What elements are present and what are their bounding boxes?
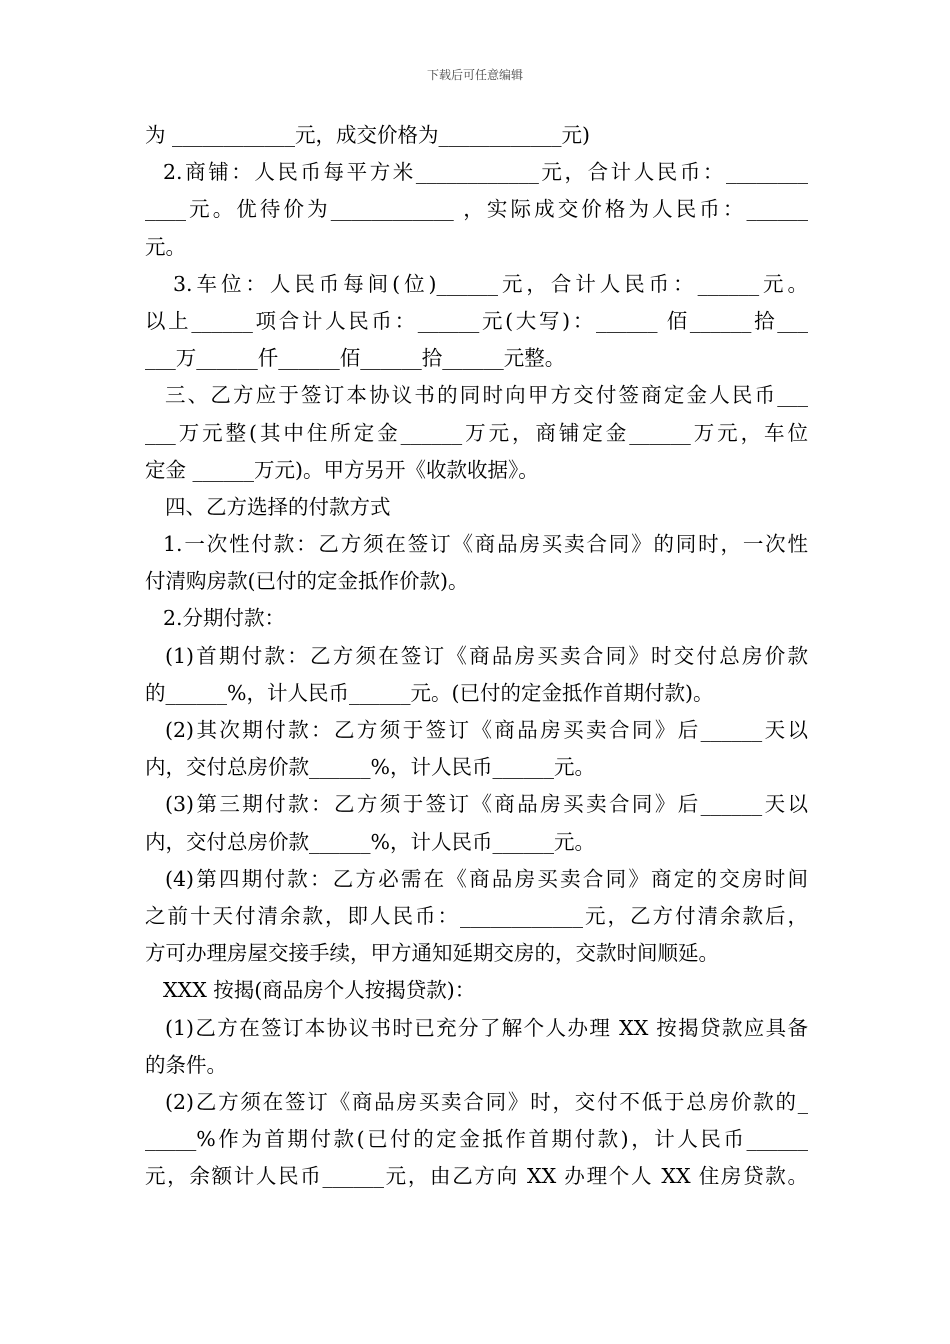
text-line: ___万______仟______佰______拾______元整。 — [145, 346, 566, 371]
text-line: ____元。优待价为____________ ，实际成交价格为人民币：______ — [145, 197, 808, 222]
text-line: 1.一次性付款：乙方须在签订《商品房买卖合同》的同时，一次性 — [163, 532, 808, 557]
text-line: 2.商铺：人民币每平方米____________元，合计人民币：________ — [163, 160, 808, 185]
text-line: XXX 按揭(商品房个人按揭贷款)： — [163, 978, 476, 1003]
text-line: 3.车位：人民币每间(位)______元，合计人民币：______元。 — [173, 271, 808, 296]
text-line: (4)第四期付款：乙方必需在《商品房买卖合同》商定的交房时间 — [165, 866, 808, 891]
text-line: 元，余额计人民币______元，由乙方向 XX 办理个人 XX 住房贷款。 — [145, 1164, 808, 1189]
text-line: 的条件。 — [145, 1052, 227, 1077]
text-line: 方可办理房屋交接手续，甲方通知延期交房的，交款时间顺延。 — [145, 941, 719, 966]
text-line: _____%作为首期付款(已付的定金抵作首期付款)，计人民币______ — [145, 1127, 808, 1152]
text-line: (2)其次期付款：乙方须于签订《商品房买卖合同》后______天以 — [165, 718, 808, 742]
document-body — [145, 117, 808, 1195]
text-line: (1)首期付款：乙方须在签订《商品房买卖合同》时交付总房价款 — [165, 643, 808, 668]
text-line: 内，交付总房价款______%，计人民币______元。 — [145, 829, 595, 854]
text-line: (2)乙方须在签订《商品房买卖合同》时，交付不低于总房价款的_ — [165, 1089, 808, 1114]
text-line: 之前十天付清余款，即人民币：____________元，乙方付清余款后， — [145, 903, 808, 928]
text-line: 的______%，计人民币______元。(已付的定金抵作首期付款)。 — [145, 680, 714, 705]
text-line: (1)乙方在签订本协议书时已充分了解个人办理 XX 按揭贷款应具备 — [165, 1015, 808, 1040]
text-line: 付清购房款(已付的定金抵作价款)。 — [145, 569, 469, 594]
text-line: 为 ____________元，成交价格为____________元) — [145, 123, 591, 147]
text-line: 三、乙方应于签订本协议书的同时向甲方交付签商定金人民币___ — [165, 383, 808, 408]
text-line: 元。 — [145, 234, 186, 259]
text-line: 以上______项合计人民币：______元(大写)：______ 佰______拾___ — [145, 308, 808, 333]
text-line: (3)第三期付款：乙方须于签订《商品房买卖合同》后______天以 — [165, 792, 808, 817]
text-line: 四、乙方选择的付款方式 — [165, 494, 391, 519]
page-header-note: 下载后可任意编辑 — [426, 68, 523, 82]
text-line: 定金 ______万元)。甲方另开《收款收据》。 — [145, 457, 539, 482]
text-line: 内，交付总房价款______%，计人民币______元。 — [145, 755, 595, 780]
text-line: 2.分期付款： — [163, 606, 286, 631]
text-line: ___万元整(其中住所定金______万元，商铺定金______万元，车位 — [145, 420, 808, 445]
